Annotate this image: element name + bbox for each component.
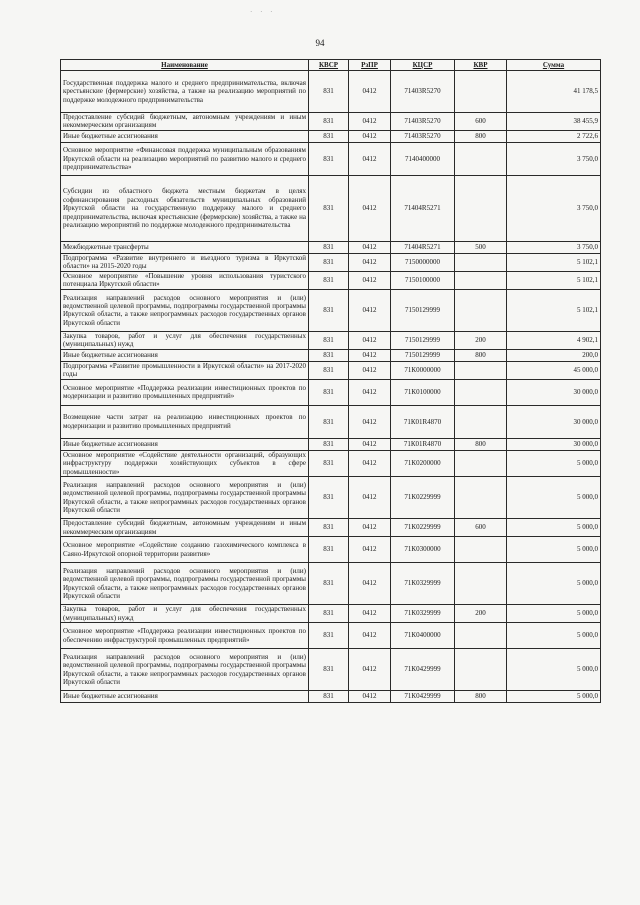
cell-kcsr: 71К0200000 [391,450,455,476]
cell-kvr [455,142,507,175]
table-row [61,289,601,331]
cell-kvr [455,563,507,605]
cell-kvsr: 831 [309,271,349,289]
table-row [61,450,601,476]
cell-name: Иные бюджетные ассигнования [61,349,309,361]
cell-name: Закупка товаров, работ и услуг для обеспечения государственных (муниципальных) нужд [61,331,309,349]
cell-rzpr: 0412 [349,605,391,623]
cell-sum: 30 000,0 [507,438,601,450]
cell-kvr [455,450,507,476]
cell-kvsr: 831 [309,477,349,519]
cell-kcsr: 71К0429999 [391,691,455,703]
cell-sum: 5 000,0 [507,537,601,563]
cell-sum: 5 102,1 [507,253,601,271]
cell-rzpr: 0412 [349,289,391,331]
cell-name: Межбюджетные трансферты [61,241,309,253]
cell-kvsr: 831 [309,691,349,703]
table-row [61,563,601,605]
cell-kvr [455,361,507,379]
cell-rzpr: 0412 [349,563,391,605]
cell-rzpr: 0412 [349,623,391,649]
cell-kcsr: 71К0229999 [391,519,455,537]
cell-kvsr: 831 [309,519,349,537]
cell-kvr: 500 [455,241,507,253]
cell-rzpr: 0412 [349,691,391,703]
cell-kcsr: 71403R5270 [391,71,455,113]
cell-kcsr: 71К01R4870 [391,405,455,438]
cell-rzpr: 0412 [349,175,391,241]
table-row [61,605,601,623]
header-kvr: КВР [455,60,507,71]
cell-name: Основное мероприятие «Поддержка реализации инвестиционных проектов по модернизации и развитию промышленных предприятий» [61,379,309,405]
table-row [61,271,601,289]
header-sum: Сумма [507,60,601,71]
cell-sum: 45 000,0 [507,361,601,379]
cell-sum: 30 000,0 [507,379,601,405]
cell-kvr [455,379,507,405]
cell-rzpr: 0412 [349,349,391,361]
cell-sum: 41 178,5 [507,71,601,113]
cell-name: Закупка товаров, работ и услуг для обеспечения государственных (муниципальных) нужд [61,605,309,623]
cell-kvsr: 831 [309,71,349,113]
header-name: Наименование [61,60,309,71]
cell-kvsr: 831 [309,113,349,131]
cell-name: Предоставление субсидий бюджетным, автономным учреждениям и иным некоммерческим организациям [61,519,309,537]
cell-kvsr: 831 [309,537,349,563]
cell-kvsr: 831 [309,405,349,438]
cell-rzpr: 0412 [349,379,391,405]
cell-kcsr: 71К0429999 [391,649,455,691]
table-row [61,130,601,142]
cell-sum: 5 102,1 [507,289,601,331]
cell-rzpr: 0412 [349,331,391,349]
cell-sum: 4 902,1 [507,331,601,349]
cell-kvr [455,537,507,563]
cell-rzpr: 0412 [349,71,391,113]
table-row [61,361,601,379]
cell-kcsr: 7150129999 [391,349,455,361]
cell-kvr: 600 [455,519,507,537]
cell-rzpr: 0412 [349,130,391,142]
cell-sum: 5 000,0 [507,563,601,605]
cell-kvsr: 831 [309,649,349,691]
cell-kcsr: 7150129999 [391,289,455,331]
cell-name: Основное мероприятие «Содействие созданию газохимического комплекса в Саяно-Иркутской опорной территории развития» [61,537,309,563]
table-row [61,623,601,649]
cell-kcsr: 71404R5271 [391,175,455,241]
cell-rzpr: 0412 [349,271,391,289]
table-row [61,519,601,537]
budget-table [60,59,601,703]
table-row [61,142,601,175]
cell-sum: 2 722,6 [507,130,601,142]
cell-kvr: 800 [455,130,507,142]
cell-kvr [455,175,507,241]
cell-kvr [455,405,507,438]
cell-name: Реализация направлений расходов основного мероприятия и (или) ведомственной целевой программы, подпрограммы государственной программы Иркутской области, а также непрограммных расходов государственных органов Иркутской области [61,563,309,605]
cell-sum: 5 000,0 [507,691,601,703]
cell-sum: 30 000,0 [507,405,601,438]
table-row [61,438,601,450]
cell-kcsr: 71К01R4870 [391,438,455,450]
cell-rzpr: 0412 [349,477,391,519]
cell-kvsr: 831 [309,361,349,379]
header-rzpr: РзПР [349,60,391,71]
cell-kvr [455,649,507,691]
cell-rzpr: 0412 [349,649,391,691]
cell-name: Субсидии из областного бюджета местным бюджетам в целях софинансирования расходных обязательств муниципальных образований Иркутской области на государственную поддержку малого и среднего предпринимательства, включая крестьянские (фермерские) хозяйства, а также на реализацию мероприятий по поддержке молодежного предпринимательства [61,175,309,241]
cell-kcsr: 7150000000 [391,253,455,271]
table-row [61,331,601,349]
scan-artifact: · · · [250,8,276,16]
table-row [61,405,601,438]
cell-kcsr: 7150100000 [391,271,455,289]
table-row [61,379,601,405]
cell-sum: 5 000,0 [507,477,601,519]
cell-kvr: 200 [455,605,507,623]
cell-rzpr: 0412 [349,361,391,379]
cell-kvr [455,253,507,271]
cell-kvsr: 831 [309,438,349,450]
cell-sum: 38 455,9 [507,113,601,131]
cell-rzpr: 0412 [349,253,391,271]
cell-kvsr: 831 [309,563,349,605]
table-row [61,691,601,703]
cell-kvsr: 831 [309,130,349,142]
page-number: 94 [315,38,325,48]
cell-name: Основное мероприятие «Финансовая поддержка муниципальным образованиям Иркутской области на реализацию мероприятий по развитию малого и среднего предпринимательства» [61,142,309,175]
cell-sum: 5 000,0 [507,605,601,623]
cell-name: Иные бюджетные ассигнования [61,130,309,142]
cell-kcsr: 71К0329999 [391,563,455,605]
cell-sum: 5 102,1 [507,271,601,289]
table-row [61,253,601,271]
cell-kvsr: 831 [309,349,349,361]
cell-kvsr: 831 [309,241,349,253]
cell-kcsr: 71К0100000 [391,379,455,405]
cell-name: Подпрограмма «Развитие промышленности в Иркутской области» на 2017-2020 годы [61,361,309,379]
table-header-row [61,60,601,71]
cell-rzpr: 0412 [349,113,391,131]
table-row [61,71,601,113]
cell-name: Реализация направлений расходов основного мероприятия и (или) ведомственной целевой программы, подпрограммы государственной программы Иркутской области, а также непрограммных расходов государственных органов Иркутской области [61,289,309,331]
cell-kvsr: 831 [309,450,349,476]
cell-kvr [455,271,507,289]
cell-kvsr: 831 [309,175,349,241]
cell-kcsr: 7140400000 [391,142,455,175]
cell-sum: 3 750,0 [507,142,601,175]
cell-kvr: 600 [455,113,507,131]
cell-name: Основное мероприятие «Повышение уровня использования туристского потенциала Иркутской области» [61,271,309,289]
cell-kvr [455,289,507,331]
cell-kcsr: 7150129999 [391,331,455,349]
cell-name: Предоставление субсидий бюджетным, автономным учреждениям и иным некоммерческим организациям [61,113,309,131]
table-body [61,71,601,703]
cell-name: Основное мероприятие «Поддержка реализации инвестиционных проектов по обеспечению инфраструктурой промышленных предприятий» [61,623,309,649]
cell-name: Основное мероприятие «Содействие деятельности организаций, образующих инфраструктуру поддержки хозяйствующих субъектов в сфере промышленности» [61,450,309,476]
cell-sum: 3 750,0 [507,241,601,253]
cell-kvsr: 831 [309,379,349,405]
header-kcsr: КЦСР [391,60,455,71]
header-kvsr: КВСР [309,60,349,71]
cell-sum: 5 000,0 [507,519,601,537]
cell-rzpr: 0412 [349,142,391,175]
cell-kvr [455,71,507,113]
cell-name: Государственная поддержка малого и среднего предпринимательства, включая крестьянские (фермерские) хозяйства, а также на реализацию мероприятий по поддержке молодежного предпринимательства [61,71,309,113]
table-row [61,241,601,253]
cell-kcsr: 71К0300000 [391,537,455,563]
cell-kvsr: 831 [309,142,349,175]
cell-kvr [455,623,507,649]
cell-sum: 3 750,0 [507,175,601,241]
cell-name: Возмещение части затрат на реализацию инвестиционных проектов по модернизации и развитию промышленных предприятий [61,405,309,438]
table-row [61,113,601,131]
cell-kvsr: 831 [309,623,349,649]
cell-kcsr: 71К0000000 [391,361,455,379]
cell-kvsr: 831 [309,253,349,271]
cell-sum: 200,0 [507,349,601,361]
cell-sum: 5 000,0 [507,450,601,476]
cell-name: Иные бюджетные ассигнования [61,438,309,450]
cell-rzpr: 0412 [349,405,391,438]
cell-rzpr: 0412 [349,537,391,563]
table-row [61,537,601,563]
cell-kvr: 200 [455,331,507,349]
cell-kvsr: 831 [309,331,349,349]
cell-rzpr: 0412 [349,519,391,537]
cell-kcsr: 71404R5271 [391,241,455,253]
cell-kcsr: 71К0400000 [391,623,455,649]
cell-rzpr: 0412 [349,438,391,450]
cell-name: Подпрограмма «Развитие внутреннего и въездного туризма в Иркутской области» на 2015-2020 годы [61,253,309,271]
cell-kvr: 800 [455,438,507,450]
cell-rzpr: 0412 [349,450,391,476]
cell-rzpr: 0412 [349,241,391,253]
cell-kvr: 800 [455,349,507,361]
cell-kcsr: 71403R5270 [391,113,455,131]
cell-name: Реализация направлений расходов основного мероприятия и (или) ведомственной целевой программы, подпрограммы государственной программы Иркутской области, а также непрограммных расходов государственных органов Иркутской области [61,649,309,691]
table-row [61,349,601,361]
cell-kvsr: 831 [309,605,349,623]
cell-sum: 5 000,0 [507,623,601,649]
table-row [61,649,601,691]
cell-kcsr: 71403R5270 [391,130,455,142]
table-row [61,175,601,241]
cell-kvsr: 831 [309,289,349,331]
cell-sum: 5 000,0 [507,649,601,691]
table-row [61,477,601,519]
cell-kvr [455,477,507,519]
cell-name: Реализация направлений расходов основного мероприятия и (или) ведомственной целевой программы, подпрограммы государственной программы Иркутской области, а также непрограммных расходов государственных органов Иркутской области [61,477,309,519]
cell-name: Иные бюджетные ассигнования [61,691,309,703]
cell-kcsr: 71К0229999 [391,477,455,519]
cell-kvr: 800 [455,691,507,703]
cell-kcsr: 71К0329999 [391,605,455,623]
